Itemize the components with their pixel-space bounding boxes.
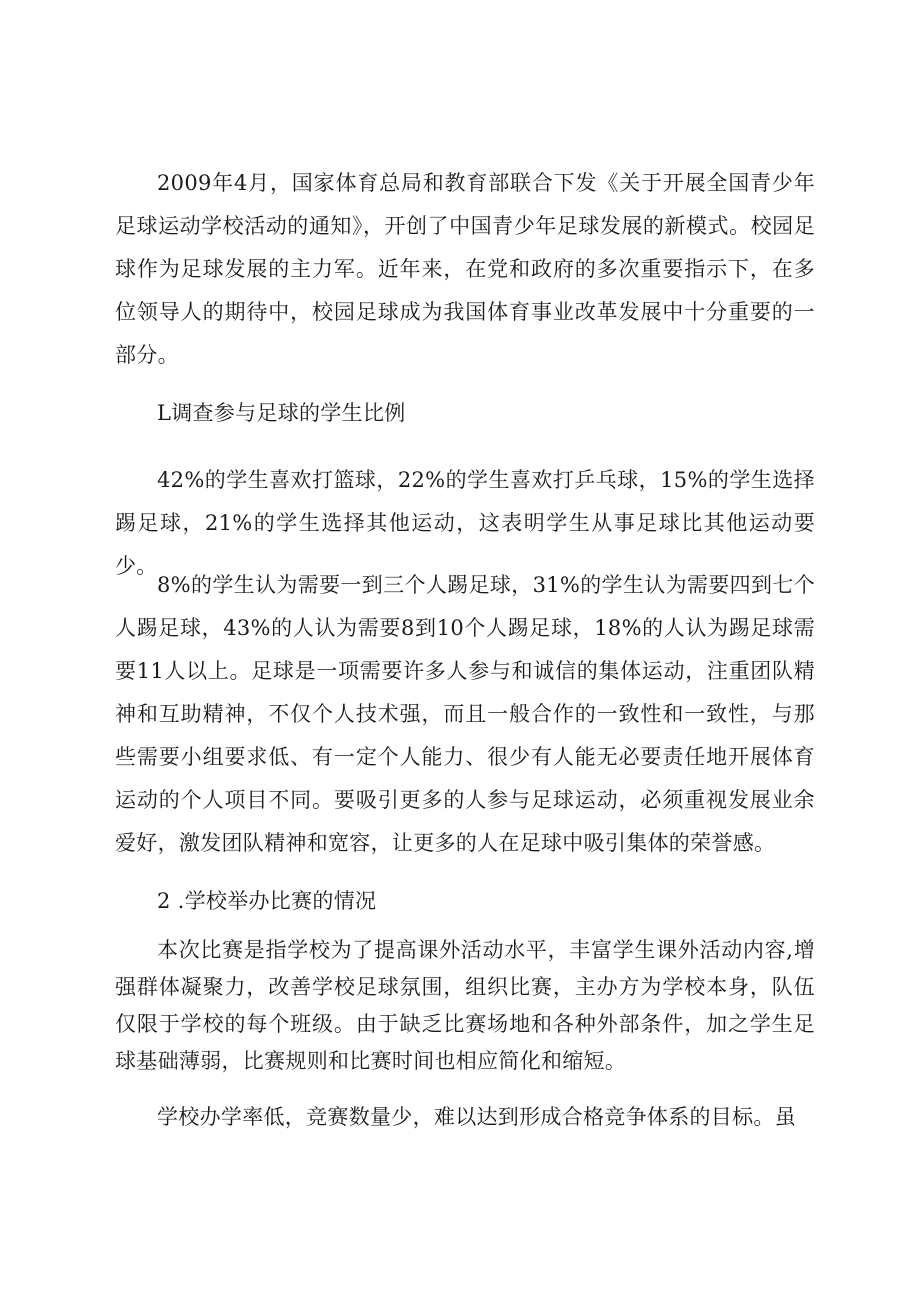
paragraph-intro: 2009年4月，国家体育总局和教育部联合下发《关于开展全国青少年足球运动学校活动的通知》，开创了中国青少年足球发展的新模式。校园足球作为足球发展的主力军。近年来，在党和政府的多次重要指示下，在多位领导人的期待中，校园足球成为我国体育事业改革发展中十分重要的一部分。 [115, 171, 815, 367]
section-heading-survey: L调查参与足球的学生比例 [157, 401, 406, 425]
section-heading-competitions: 2 .学校举办比赛的情况 [157, 889, 377, 913]
paragraph-competition-description: 本次比赛是指学校为了提高课外活动水平，丰富学生课外活动内容,增强群体凝聚力，改善学校足球氛围，组织比赛，主办方为学校本身，队伍仅限于学校的每个班级。由于缺乏比赛场地和各种外部条件，加之学生足球基础薄弱，比赛规则和比赛时间也相应简化和缩短。 [115, 938, 815, 1073]
paragraph-competition-issues: 学校办学率低，竞赛数量少，难以达到形成合格竞争体系的目标。虽 [157, 1105, 796, 1129]
paragraph-team-size-opinions: 8%的学生认为需要一到三个人踢足球，31%的学生认为需要四到七个人踢足球，43%的人认为需要8到10个人踢足球，18%的人认为踢足球需要11人以上。足球是一项需要许多人参与和诚信的集体运动，注重团队精神和互助精神，不仅个人技术强，而且一般合作的一致性和一致性，与那些需要小组要求低、有一定个人能力、很少有人能无必要责任地开展体育运动的个人项目不同。要吸引更多的人参与足球运动，必须重视发展业余爱好，激发团队精神和宽容，让更多的人在足球中吸引集体的荣誉感。 [115, 573, 815, 855]
paragraph-sport-preferences: 42%的学生喜欢打篮球，22%的学生喜欢打乒乓球，15%的学生选择踢足球，21%的学生选择其他运动，这表明学生从事足球比其他运动要少。 [115, 468, 815, 578]
